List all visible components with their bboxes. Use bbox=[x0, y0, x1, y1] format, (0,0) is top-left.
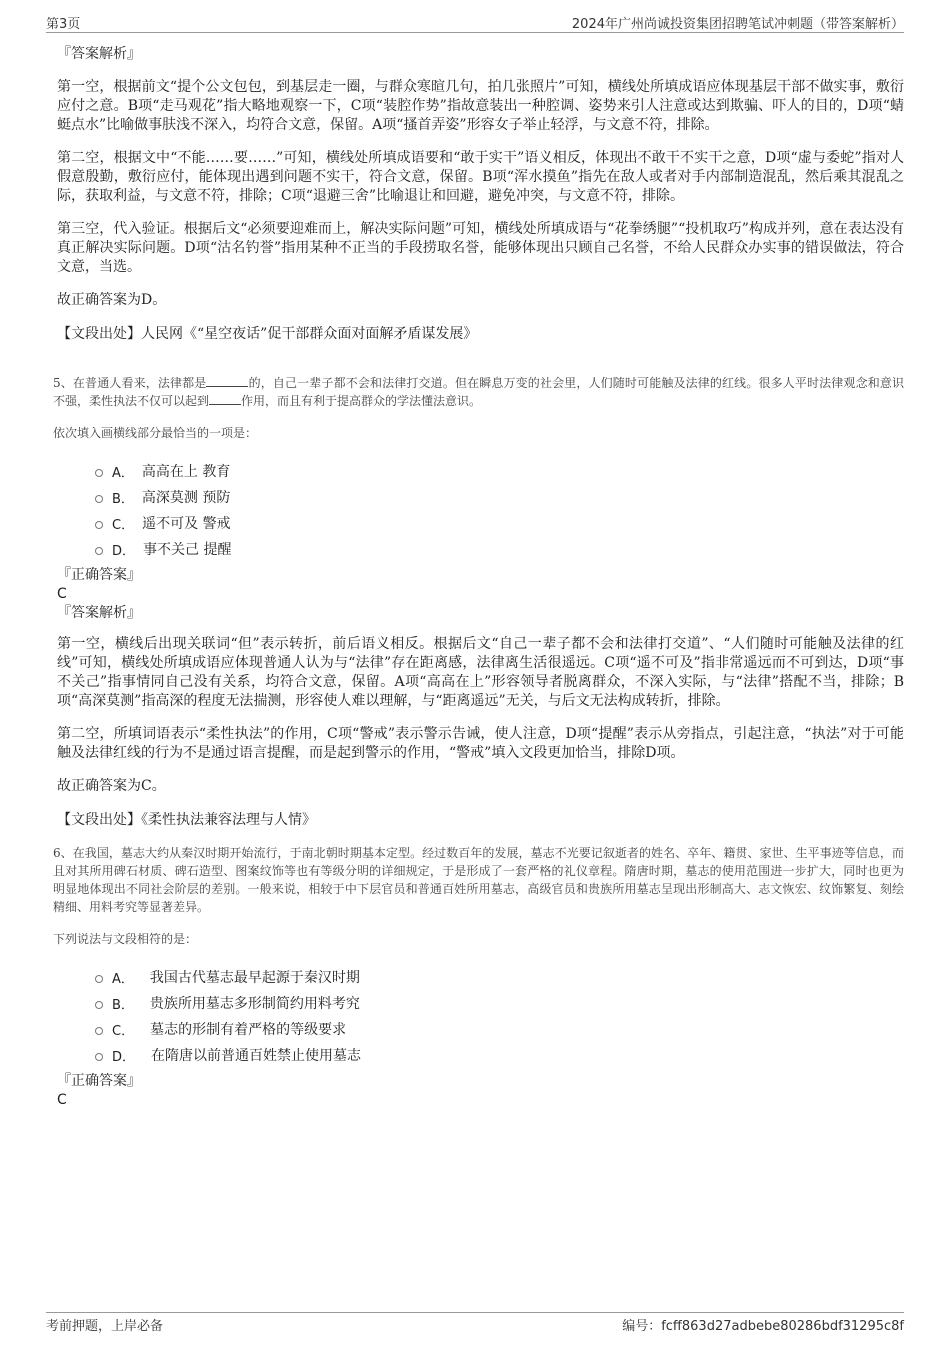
option-key: A． bbox=[112, 465, 134, 481]
q5-blank-2 bbox=[209, 404, 241, 405]
q5-conclusion: 故正确答案为C。 bbox=[57, 778, 166, 794]
q5-option-c[interactable] bbox=[95, 510, 904, 536]
radio-icon[interactable] bbox=[95, 547, 103, 555]
q5-options bbox=[95, 458, 904, 562]
option-text: 高高在上 教育 bbox=[141, 464, 231, 480]
footer-slogan: 考前押题，上岸必备 bbox=[46, 1319, 164, 1334]
option-key: C． bbox=[112, 517, 135, 533]
q5-option-b[interactable] bbox=[95, 484, 904, 510]
q5-analysis-paragraph-2: 第二空，所填词语表示“柔性执法”的作用，C项“警戒”表示警示告诫，使人注意，D项“提醒”表示从旁指点，引起注意，“执法”对于可能触及法律红线的行为不是通过语言提醒，而是起到警示的作用，“警戒”填入文段更加恰当，排除D项。 bbox=[57, 726, 904, 761]
page-number: 第3页 bbox=[46, 17, 81, 32]
q6-options bbox=[95, 964, 904, 1068]
option-text: 贵族所用墓志多形制简约用料考究 bbox=[149, 996, 360, 1012]
radio-icon[interactable] bbox=[95, 1053, 103, 1061]
q5-stem-part-2: 的，自己一辈子都不会和法律打交道。但在瞬息万变的社会里，人们随时可能触及法律的红线。很多人平时法律观念和意识不强，柔性执法不仅可以起到 bbox=[53, 376, 904, 408]
option-key: B． bbox=[112, 491, 134, 507]
q5-answer: C bbox=[57, 586, 67, 602]
q4-analysis-paragraph-2: 第二空，根据文中“不能……要……”可知，横线处所填成语要和“敢于实干”语义相反，体现出不敢干不实干之意，D项“虚与委蛇”指对人假意殷勤，敷衍应付，能体现出遇到问题不实干，符合文意，保留。B项“浑水摸鱼”指先在敌人或者对手内部制造混乱，然后乘其混乱之际，获取利益，与文意不符，排除；C项“退避三舍”比喻退让和回避，避免冲突，与文意不符，排除。 bbox=[57, 150, 904, 204]
q4-analysis-paragraph-3: 第三空，代入验证。根据后文“必须要迎难而上，解决实际问题”可知，横线处所填成语与“花拳绣腿”“投机取巧”构成并列，意在表达没有真正解决实际问题。D项“沽名钓誉”指用某种不正当的手段捞取名誉，能够体现出只顾自己名誉，不给人民群众办实事的错误做法，符合文意，当选。 bbox=[57, 221, 904, 275]
q4-analysis-paragraph-1: 第一空，根据前文“提个公文包包，到基层走一圈，与群众寒暄几句，拍几张照片”可知，横线处所填成语应体现基层干部不做实事，敷衍应付之意。B项“走马观花”指大略地观察一下，C项“装腔作势”指故意装出一种腔调、姿势来引人注意或达到欺骗、吓人的目的，D项“蜻蜓点水”比喻做事肤浅不深入，均符合文意，保留。A项“搔首弄姿”形容女子举止轻浮，与文意不符，排除。 bbox=[57, 79, 904, 133]
q5-source: 【文段出处】《柔性执法兼容法理与人情》 bbox=[57, 812, 316, 828]
q4-source: 【文段出处】人民网《“星空夜话”促干部群众面对面解矛盾谋发展》 bbox=[57, 326, 478, 342]
option-key: D． bbox=[112, 1049, 136, 1065]
q5-prompt: 依次填入画横线部分最恰当的一项是： bbox=[53, 426, 258, 440]
q6-stem: 6、在我国，墓志大约从秦汉时期开始流行，于南北朝时期基本定型。经过数百年的发展，墓志不光要记叙逝者的姓名、卒年、籍贯、家世、生平事迹等信息，而且对其所用碑石材质、碑石造型、图案纹饰等也有等级分明的详细规定，于是形成了一套严格的礼仪章程。隋唐时期，墓志的使用范围进一步扩大，同时也更为明显地体现出不同社会阶层的差别。一般来说，相较于中下层官员和普通百姓所用墓志，高级官员和贵族所用墓志呈现出形制高大、志文恢宏、纹饰繁复、刻绘精细、用料考究等显著差异。 bbox=[53, 846, 904, 914]
option-text: 遥不可及 警戒 bbox=[142, 516, 231, 532]
radio-icon[interactable] bbox=[95, 1001, 103, 1009]
q5-option-d[interactable] bbox=[95, 536, 904, 562]
q6-option-c[interactable] bbox=[95, 1016, 904, 1042]
option-text: 我国古代墓志最早起源于秦汉时期 bbox=[149, 970, 360, 986]
q4-conclusion: 故正确答案为D。 bbox=[57, 292, 167, 308]
q5-option-a[interactable] bbox=[95, 458, 904, 484]
q5-stem bbox=[53, 374, 904, 410]
q4-analysis-label: 『答案解析』 bbox=[57, 46, 141, 62]
radio-icon[interactable] bbox=[95, 521, 103, 529]
radio-icon[interactable] bbox=[95, 975, 103, 983]
q5-analysis-label: 『答案解析』 bbox=[57, 605, 141, 621]
q6-option-b[interactable] bbox=[95, 990, 904, 1016]
q6-option-a[interactable] bbox=[95, 964, 904, 990]
radio-icon[interactable] bbox=[95, 469, 103, 477]
q6-prompt: 下列说法与文段相符的是： bbox=[53, 932, 198, 946]
radio-icon[interactable] bbox=[95, 495, 103, 503]
page-content bbox=[53, 44, 904, 1110]
page-header bbox=[46, 10, 904, 33]
option-text: 高深莫测 预防 bbox=[141, 490, 231, 506]
q5-blank-1 bbox=[206, 386, 248, 387]
option-key: C． bbox=[112, 1023, 135, 1039]
q5-stem-part-3: 作用，而且有利于提高群众的学法懂法意识。 bbox=[241, 394, 482, 408]
option-key: D． bbox=[112, 543, 136, 559]
q6-option-d[interactable] bbox=[95, 1042, 904, 1068]
footer-serial-number: 编号：fcff863d27adbebe80286bdf31295c8f bbox=[622, 1319, 904, 1334]
q5-answer-label: 『正确答案』 bbox=[57, 567, 141, 583]
option-key: A． bbox=[112, 971, 134, 987]
q6-answer: C bbox=[57, 1092, 67, 1108]
option-text: 在隋唐以前普通百姓禁止使用墓志 bbox=[151, 1048, 362, 1064]
q6-answer-label: 『正确答案』 bbox=[57, 1073, 141, 1089]
radio-icon[interactable] bbox=[95, 1027, 103, 1035]
option-text: 墓志的形制有着严格的等级要求 bbox=[150, 1022, 347, 1038]
document-title: 2024年广州尚诚投资集团招聘笔试冲刺题（带答案解析） bbox=[571, 17, 904, 32]
q5-stem-part-1: 5、在普通人看来，法律都是 bbox=[53, 376, 207, 390]
q5-analysis-paragraph-1: 第一空，横线后出现关联词“但”表示转折，前后语义相反。根据后文“自己一辈子都不会和法律打交道”、“人们随时可能触及法律的红线”可知，横线处所填成语应体现普通人认为与“法律”存在距离感，法律离生活很遥远。C项“遥不可及”指非常遥远而不可到达，D项“事不关己”指事情同自己没有关系，均符合文意，保留。A项“高高在上”形容领导者脱离群众，不深入实际，与“法律”搭配不当，排除；B项“高深莫测”指高深的程度无法揣测，形容使人难以理解，与“距离遥远”无关，与后文无法构成转折，排除。 bbox=[57, 636, 904, 709]
option-text: 事不关己 提醒 bbox=[143, 542, 232, 558]
page-footer bbox=[46, 1312, 904, 1335]
option-key: B． bbox=[112, 997, 134, 1013]
